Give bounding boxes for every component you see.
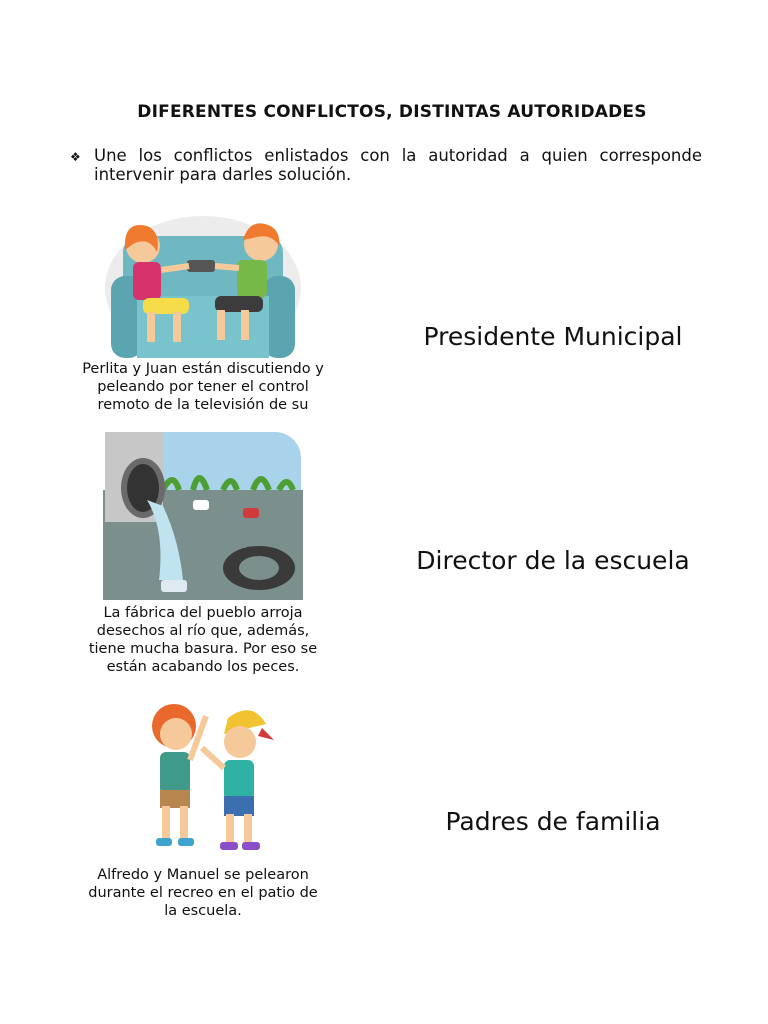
page-title: DIFERENTES CONFLICTOS, DISTINTAS AUTORIDADES bbox=[137, 102, 647, 122]
diamond-cluster-icon: ❖ bbox=[70, 150, 81, 164]
instruction-text: Une los conflictos enlistados con la autoridad a quien corresponde intervenir para darles solución. bbox=[94, 146, 702, 184]
conflict-caption-1: Perlita y Juan están discutiendo y peleando por tener el control remoto de la televisión de su bbox=[82, 361, 324, 413]
boys-fighting-illustration bbox=[128, 694, 278, 864]
conflict-caption-2: La fábrica del pueblo arroja desechos al río que, además, tiene mucha basura. Por eso se están acabando los peces. bbox=[88, 605, 318, 675]
authority-label-3: Padres de familia bbox=[445, 807, 661, 836]
instruction bbox=[70, 146, 702, 184]
conflict-card-1 bbox=[82, 206, 324, 414]
authority-label-1: Presidente Municipal bbox=[423, 322, 683, 351]
conflict-card-3 bbox=[82, 694, 324, 920]
conflict-card-2 bbox=[82, 430, 324, 676]
authority-label-2: Director de la escuela bbox=[416, 546, 690, 575]
polluted-river-illustration bbox=[103, 430, 303, 602]
kids-fighting-remote-illustration bbox=[103, 206, 303, 358]
conflict-caption-3: Alfredo y Manuel se pelearon durante el recreo en el patio de la escuela. bbox=[88, 867, 318, 919]
